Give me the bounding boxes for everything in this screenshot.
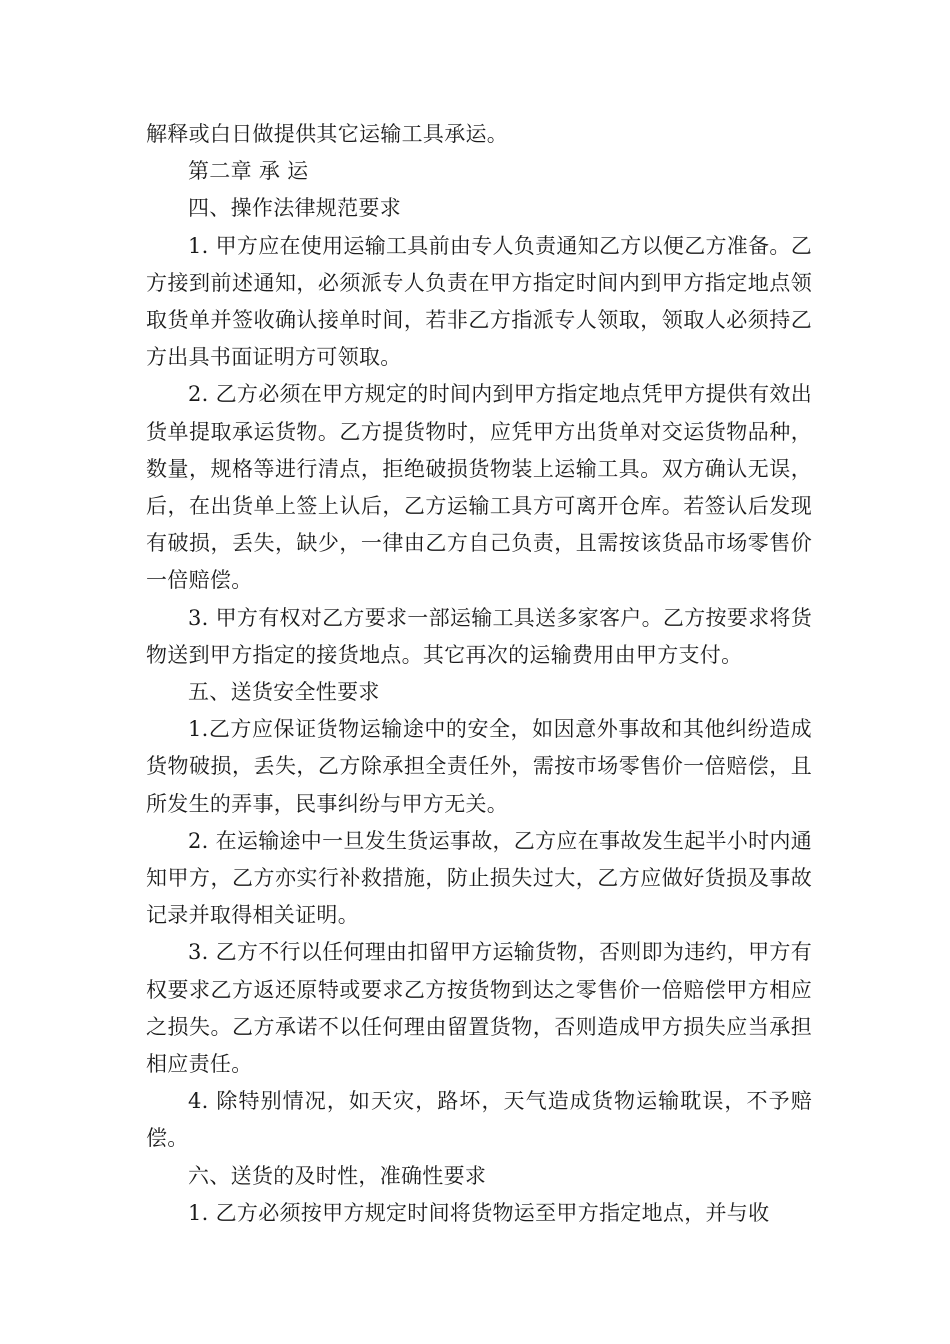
clause-4-3: 3. 甲方有权对乙方要求一部运输工具送多家客户。乙方按要求将货物送到甲方指定的接货地点。其它再次的运输费用由甲方支付。 (146, 605, 813, 667)
paragraph-continuation: 解释或白日做提供其它运输工具承运。 (146, 122, 509, 146)
section-heading-5: 五、送货安全性要求 (188, 680, 380, 705)
clause-5-1: 1.乙方应保证货物运输途中的安全，如因意外事故和其他纠纷造成货物破损，丢失，乙方除承担全责任外，需按市场零售价一倍赔偿，且所发生的弄事，民事纠纷与甲方无关。 (146, 717, 812, 816)
section-heading-6: 六、送货的及时性，准确性要求 (188, 1163, 487, 1188)
clause-4-2: 2. 乙方必须在甲方规定的时间内到甲方指定地点凭甲方提供有效出货单提取承运货物。乙方提货物时，应凭甲方出货单对交运货物品种，数量，规格等进行清点，拒绝破损货物装上运输工具。双方确认无误，后，在出货单上签上认后，乙方运输工具方可离开仓库。若签认后发现有破损，丢失，缺少，一律由乙方自己负责，且需按该货品市场零售价一倍赔偿。 (146, 382, 813, 593)
section-heading-4: 四、操作法律规范要求 (188, 196, 401, 221)
clause-5-3: 3. 乙方不行以任何理由扣留甲方运输货物，否则即为违约，甲方有权要求乙方返还原特或要求乙方按货物到达之零售价一倍赔偿甲方相应之损失。乙方承诺不以任何理由留置货物，否则造成甲方损失应当承担相应责任。 (146, 940, 813, 1077)
clause-4-1: 1. 甲方应在使用运输工具前由专人负责通知乙方以便乙方准备。乙方接到前述通知，必须派专人负责在甲方指定时间内到甲方指定地点领取货单并签收确认接单时间，若非乙方指派专人领取，领取人必须持乙方出具书面证明方可领取。 (146, 233, 813, 370)
document-body (146, 116, 812, 1232)
clause-5-2: 2. 在运输途中一旦发生货运事故，乙方应在事故发生起半小时内通知甲方，乙方亦实行补救措施，防止损失过大，乙方应做好货损及事故记录并取得相关证明。 (146, 828, 813, 928)
chapter-heading: 第二章 承 运 (188, 159, 309, 184)
clause-5-4: 4. 除特别情况，如天灾，路坏，天气造成货物运输耽误，不予赔偿。 (146, 1089, 812, 1151)
clause-6-1: 1. 乙方必须按甲方规定时间将货物运至甲方指定地点，并与收 (188, 1200, 770, 1225)
